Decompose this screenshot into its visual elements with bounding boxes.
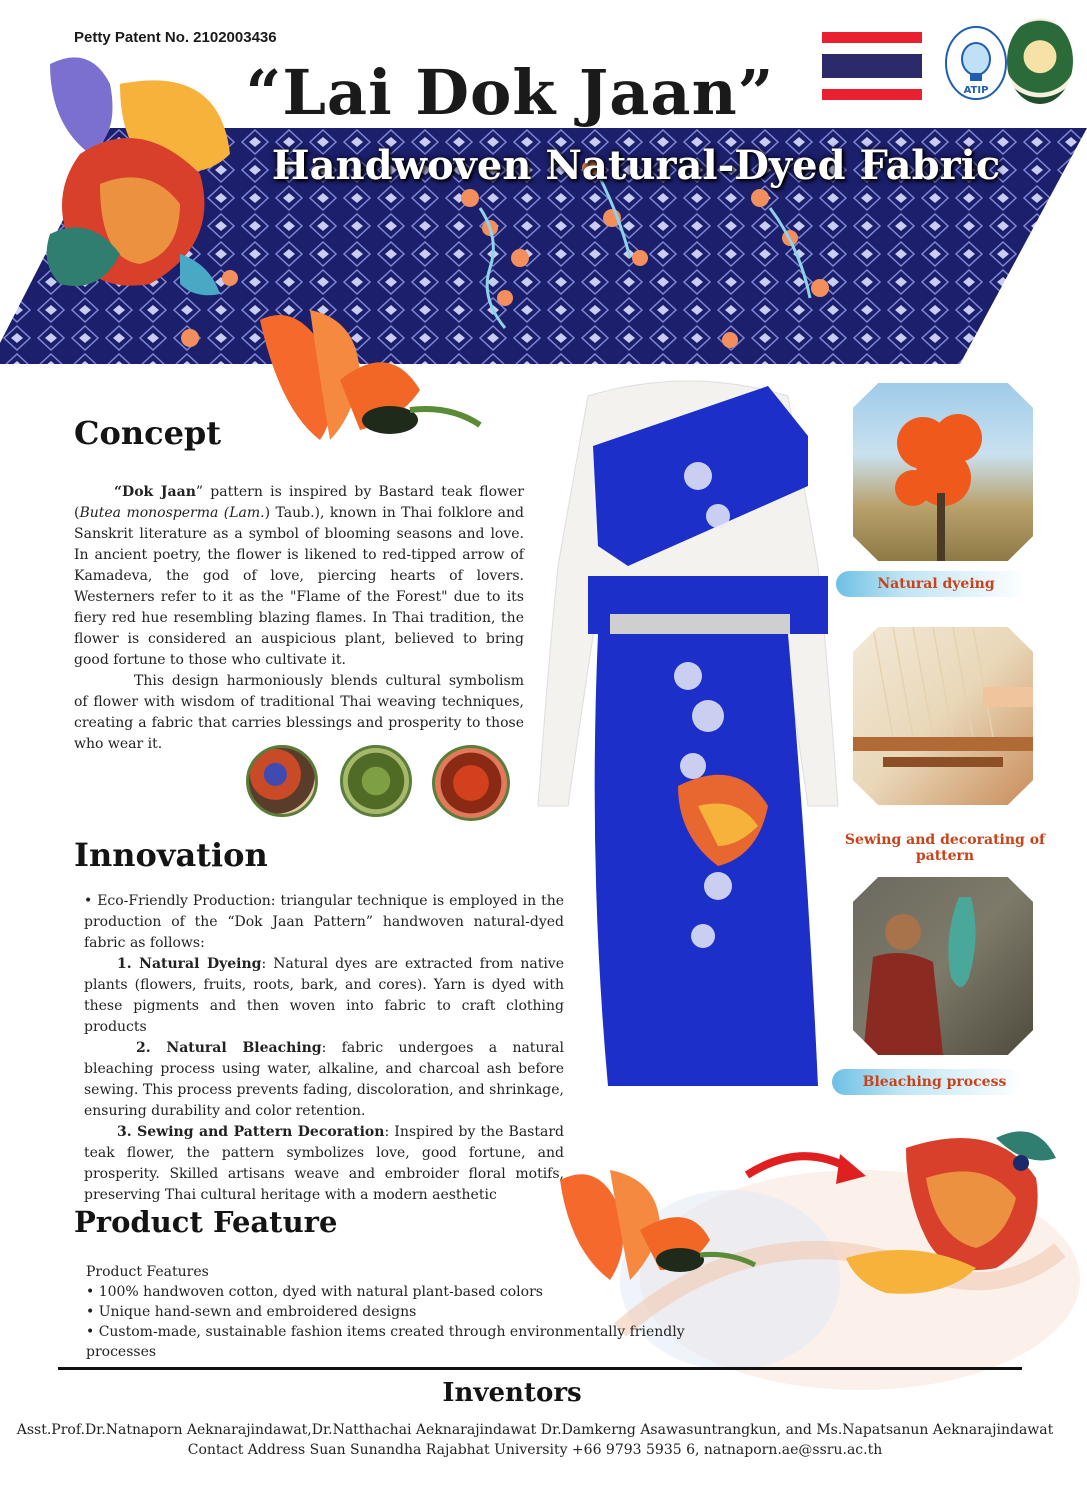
natural-dyeing-label: Natural dyeing (877, 576, 995, 592)
atip-logo (944, 25, 1008, 101)
bird-motif-illustration (30, 44, 250, 304)
step-2-text: : fabric undergoes a natural bleaching process using water, alkaline, and charcoal ash before sewing. This process prevents fading, discoloration, and shrinkage, ensuring durability and color retention. (84, 1040, 564, 1119)
step-1-title: Natural Dyeing (139, 956, 262, 972)
bird-motif-illustration-bottom (846, 1118, 1076, 1298)
dress-product-image (528, 366, 848, 1106)
concept-p1-text-a: ” pattern is inspired by Bastard teak flower ( (74, 484, 524, 521)
dye-materials-photo (246, 745, 318, 817)
plant-leaves-photo (340, 745, 412, 817)
university-seal (1007, 18, 1073, 104)
bleaching-process-label: Bleaching process (862, 1074, 1007, 1090)
loom-icon (853, 627, 1033, 805)
innovation-step-1 (84, 954, 564, 1038)
bleaching-process-photo (853, 877, 1033, 1055)
concept-body (74, 482, 524, 755)
step-2-title: Natural Bleaching (166, 1040, 322, 1056)
concept-p1-text-b: ) Taub.), known in Thai folklore and Sanskrit literature as a symbol of blooming seasons and love. In ancient poetry, the flower is likened to red-tipped arrow of Kamadeva, the god of love, piercing hearts of lovers. Westerners refer to it as the "Flame of the Forest" due to its fiery red hue resembling blazing flames. In Thai tradition, the flower is considered an auspicious plant, believed to bring good fortune to those who cultivate it. (74, 505, 524, 668)
dok-jaan-bold: “Dok Jaan (114, 484, 196, 500)
atip-logo-text: ATIP (963, 85, 989, 96)
thai-flag (822, 32, 922, 100)
innovation-heading: Innovation (74, 836, 268, 874)
innovation-step-3 (84, 1122, 564, 1206)
concept-scientific-name: Butea monosperma (Lam. (79, 505, 265, 521)
bastard-teak-flower-image (240, 300, 490, 460)
feature-item: • Custom-made, sustainable fashion items created through environmentally friendly processes (86, 1324, 685, 1360)
weaver-woman-icon (853, 877, 1033, 1055)
patent-number: Petty Patent No. 2102003436 (74, 29, 277, 46)
red-flowers-photo (432, 745, 510, 821)
step-3-text: : Inspired by the Bastard teak flower, the pattern symbolizes love, good fortune, and prosperity. Skilled artisans weave and embroider floral motifs, preserving Thai cultural heritage with a modern aesthetic (84, 1124, 564, 1203)
footer-divider (58, 1367, 1022, 1370)
sewing-decorating-label: Sewing and decorating of pattern (844, 832, 1046, 864)
banner-subtitle: Handwoven Natural-Dyed Fabric (271, 142, 1001, 189)
concept-heading: Concept (74, 414, 222, 452)
concept-paragraph-2: This design harmoniously blends cultural symbolism of flower with wisdom of traditional Thai weaving techniques, creating a fabric that carries blessings and prosperity to those who wear it. (74, 673, 524, 752)
innovation-intro: • Eco-Friendly Production: triangular technique is employed in the production of the “Dok Jaan Pattern” handwoven natural-dyed fabric as follows: (84, 893, 564, 951)
step-1-number: 1. (117, 956, 140, 972)
step-1-text: : Natural dyes are extracted from native plants (flowers, fruits, roots, bark, and cores). Yarn is dyed with these pigments and then woven into fabric to craft clothing products (84, 956, 565, 1035)
main-title: “Lai Dok Jaan” (245, 56, 775, 129)
inventors-heading: Inventors (442, 1378, 582, 1408)
step-3-title: 3. Sewing and Pattern Decoration (117, 1124, 385, 1140)
innovation-body (84, 891, 564, 1206)
product-feature-heading: Product Feature (74, 1205, 338, 1239)
concept-paragraph-1 (74, 482, 524, 671)
step-2-number: 2. (136, 1040, 167, 1056)
innovation-step-2 (84, 1038, 564, 1122)
bastard-teak-flower-image-bottom (550, 1160, 760, 1290)
feature-item: • Unique hand-sewn and embroidered designs (86, 1304, 417, 1320)
natural-dyeing-photo (853, 383, 1033, 561)
weaving-loom-photo (853, 627, 1033, 805)
orange-flower-icon (853, 383, 1033, 561)
feature-item: • 100% handwoven cotton, dyed with natural plant-based colors (86, 1284, 543, 1300)
contact-address: Contact Address Suan Sunandha Rajabhat University +66 9793 5935 6, natnaporn.ae@ssru.ac.th (187, 1442, 883, 1458)
inventors-names: Asst.Prof.Dr.Natnaporn Aeknarajindawat,Dr.Natthachai Aeknarajindawat Dr.Damkerng Asawasuntrangkun, and Ms.Napatsanun Aeknarajindawat (16, 1422, 1054, 1438)
product-features-label: Product Features (86, 1264, 209, 1280)
